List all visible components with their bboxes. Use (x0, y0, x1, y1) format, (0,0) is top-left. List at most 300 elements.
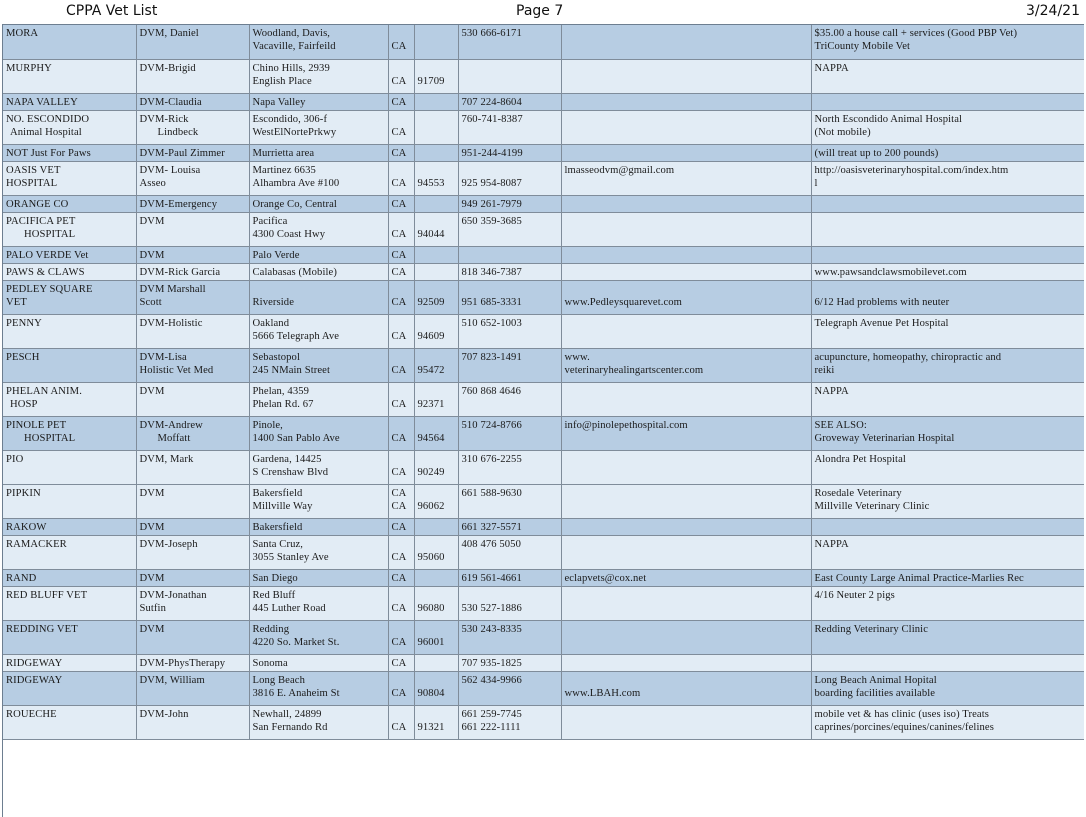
cell-line (418, 40, 456, 53)
vet-name-cell (3, 195, 136, 212)
notes-cell (811, 535, 1084, 569)
cell-line: info@pinolepethospital.com (564, 419, 688, 431)
notes-cell (811, 705, 1084, 739)
notes-cell (811, 620, 1084, 654)
cell-line: CA (391, 249, 407, 261)
cell-line (392, 27, 412, 40)
veterinarian-cell (136, 671, 249, 705)
vet-name-cell (3, 59, 136, 93)
cell-line: 6/12 Had problems with neuter (814, 296, 950, 308)
cell-line: Lindbeck (157, 126, 199, 138)
zip-cell (414, 382, 458, 416)
email-cell (561, 450, 811, 484)
email-cell (561, 212, 811, 246)
email-cell (561, 263, 811, 280)
notes-cell (811, 518, 1084, 535)
cell-line: PEDLEY SQUARE (6, 283, 93, 295)
state-cell (388, 569, 414, 586)
cell-line: Phelan, 4359 (252, 385, 310, 397)
cell-line: www.Pedleysquarevet.com (564, 296, 683, 308)
table-row (3, 314, 1084, 348)
vet-name-cell (3, 93, 136, 110)
cell-line: CA (391, 487, 407, 499)
cell-line: boarding facilities available (814, 687, 936, 699)
phone-cell (458, 263, 561, 280)
cell-line: Alhambra Ave #100 (252, 177, 340, 189)
vet-name-cell (3, 314, 136, 348)
zip-cell (414, 110, 458, 144)
cell-line: Pinole, (252, 419, 283, 431)
zip-cell (414, 416, 458, 450)
zip-cell (414, 535, 458, 569)
cell-line: CA (391, 147, 407, 159)
cell-line (392, 538, 412, 551)
cell-line: (will treat up to 200 pounds) (814, 147, 939, 159)
cell-line: DVM- Louisa (139, 164, 201, 176)
cell-line: 510 652-1003 (461, 317, 522, 329)
phone-cell (458, 671, 561, 705)
zip-cell (414, 263, 458, 280)
email-cell (561, 314, 811, 348)
cell-line: 707 823-1491 (461, 351, 522, 363)
state-cell (388, 263, 414, 280)
cell-line: 95060 (417, 551, 445, 563)
state-cell (388, 195, 414, 212)
cell-line: caprines/porcines/equines/canines/felines (814, 721, 994, 733)
cell-line: eclapvets@cox.net (564, 572, 647, 584)
cell-line: http://oasisveterinaryhospital.com/index.htm (814, 164, 1009, 176)
zip-cell (414, 705, 458, 739)
cell-line: PIPKIN (6, 487, 41, 499)
cell-line (418, 453, 456, 466)
notes-cell (811, 161, 1084, 195)
veterinarian-cell (136, 144, 249, 161)
veterinarian-cell (136, 450, 249, 484)
cell-line (418, 283, 456, 296)
veterinarian-cell (136, 59, 249, 93)
cell-line: Pacifica (252, 215, 288, 227)
cell-line: 96001 (417, 636, 445, 648)
table-row (3, 416, 1084, 450)
zip-cell (414, 246, 458, 263)
cell-line: Riverside (252, 296, 295, 308)
email-cell (561, 518, 811, 535)
cell-line: 760-741-8387 (461, 113, 523, 125)
address-cell (249, 569, 388, 586)
vet-name-cell (3, 280, 136, 314)
cell-line: CA (391, 636, 407, 648)
cell-line: mobile vet & has clinic (uses iso) Treats (814, 708, 989, 720)
cell-line: 925 954-8087 (461, 177, 522, 189)
state-cell (388, 671, 414, 705)
veterinarian-cell (136, 280, 249, 314)
state-cell (388, 348, 414, 382)
state-cell (388, 382, 414, 416)
cell-line: Martinez 6635 (252, 164, 316, 176)
email-cell (561, 671, 811, 705)
cell-line: DVM-John (139, 708, 189, 720)
veterinarian-cell (136, 110, 249, 144)
veterinarian-cell (136, 416, 249, 450)
cell-line (565, 589, 809, 602)
veterinarian-cell (136, 654, 249, 671)
cell-line: VET (6, 296, 27, 308)
email-cell (561, 25, 811, 59)
cell-line: DVM (139, 521, 165, 533)
cell-line (565, 249, 809, 262)
notes-cell (811, 348, 1084, 382)
cell-line: HOSPITAL (24, 432, 76, 444)
cell-line: Newhall, 24899 (252, 708, 322, 720)
veterinarian-cell (136, 246, 249, 263)
cell-line: 94609 (417, 330, 445, 342)
email-cell (561, 280, 811, 314)
cell-line: CA (391, 398, 407, 410)
cell-line: CA (391, 75, 407, 87)
cell-line: 1400 San Pablo Ave (252, 432, 340, 444)
phone-cell (458, 382, 561, 416)
address-cell (249, 705, 388, 739)
cell-line: CA (391, 126, 407, 138)
phone-cell (458, 586, 561, 620)
vet-name-cell (3, 212, 136, 246)
table-row (3, 195, 1084, 212)
cell-line: DVM-Holistic (139, 317, 203, 329)
address-cell (249, 450, 388, 484)
vet-name-cell (3, 569, 136, 586)
cell-line: North Escondido Animal Hospital (814, 113, 963, 125)
table-row (3, 705, 1084, 739)
cell-line (418, 126, 456, 139)
cell-line: San Diego (252, 572, 298, 584)
cell-line: CA (391, 721, 407, 733)
cell-line: 94553 (417, 177, 445, 189)
cell-line (418, 198, 456, 211)
cell-line (565, 674, 809, 687)
cell-line: CA (391, 177, 407, 189)
cell-line: Redding Veterinary Clinic (814, 623, 929, 635)
email-cell (561, 59, 811, 93)
cell-line (462, 283, 559, 296)
cell-line: PESCH (6, 351, 40, 363)
notes-cell (811, 246, 1084, 263)
veterinarian-cell (136, 586, 249, 620)
cell-line: PINOLE PET (6, 419, 67, 431)
table-row (3, 535, 1084, 569)
table-row (3, 246, 1084, 263)
cell-line: RIDGEWAY (6, 657, 63, 669)
cell-line: NAPA VALLEY (6, 96, 78, 108)
notes-cell (811, 314, 1084, 348)
veterinarian-cell (136, 569, 249, 586)
cell-line: Millville Way (252, 500, 313, 512)
cell-line: Long Beach Animal Hopital (814, 674, 937, 686)
cell-line (815, 657, 1085, 670)
zip-cell (414, 518, 458, 535)
vet-name-cell (3, 161, 136, 195)
vet-name-cell (3, 110, 136, 144)
cell-line: DVM-Brigid (139, 62, 196, 74)
email-cell (561, 161, 811, 195)
cell-line (418, 147, 456, 160)
cell-line: Bakersfield (252, 487, 303, 499)
document-title: CPPA Vet List (66, 3, 158, 19)
email-cell (561, 382, 811, 416)
phone-cell (458, 110, 561, 144)
cell-line: 91709 (417, 75, 445, 87)
address-cell (249, 25, 388, 59)
cell-line: NAPPA (814, 62, 849, 74)
cell-line: 760 868 4646 (461, 385, 521, 397)
table-row (3, 620, 1084, 654)
cell-line: DVM, William (139, 674, 205, 686)
veterinarian-cell (136, 535, 249, 569)
vet-name-cell (3, 535, 136, 569)
email-cell (561, 586, 811, 620)
table-row (3, 280, 1084, 314)
veterinarian-cell (136, 93, 249, 110)
notes-cell (811, 586, 1084, 620)
cell-line: 707 935-1825 (461, 657, 522, 669)
cell-line: CA (391, 551, 407, 563)
address-cell (249, 246, 388, 263)
cell-line: 90249 (417, 466, 445, 478)
zip-cell (414, 348, 458, 382)
phone-cell (458, 620, 561, 654)
cell-line: San Fernando Rd (252, 721, 328, 733)
vet-name-cell (3, 654, 136, 671)
phone-cell (458, 416, 561, 450)
cell-line: RAND (6, 572, 37, 584)
cell-line: Groveway Veterinarian Hospital (814, 432, 955, 444)
zip-cell (414, 620, 458, 654)
address-cell (249, 586, 388, 620)
email-cell (561, 620, 811, 654)
zip-cell (414, 212, 458, 246)
address-cell (249, 212, 388, 246)
cell-line: NAPPA (814, 538, 849, 550)
cell-line: RAKOW (6, 521, 47, 533)
veterinarian-cell (136, 195, 249, 212)
table-row (3, 144, 1084, 161)
cell-line: CA (391, 572, 407, 584)
cell-line: Holistic Vet Med (139, 364, 214, 376)
phone-cell (458, 93, 561, 110)
cell-line: l (814, 177, 818, 189)
cell-line (565, 198, 809, 211)
cell-line: CA (391, 466, 407, 478)
cell-line: DVM Marshall (139, 283, 206, 295)
phone-cell (458, 535, 561, 569)
notes-cell (811, 671, 1084, 705)
vet-name-cell (3, 484, 136, 518)
cell-line: 3816 E. Anaheim St (252, 687, 340, 699)
cell-line: 510 724-8766 (461, 419, 522, 431)
cell-line: HOSPITAL (6, 177, 58, 189)
notes-cell (811, 654, 1084, 671)
cell-line: 661 327-5571 (461, 521, 522, 533)
notes-cell (811, 59, 1084, 93)
state-cell (388, 654, 414, 671)
cell-line: Woodland, Davis, (252, 28, 331, 39)
cell-line: 661 222-1111 (461, 721, 521, 733)
cell-line: Sebastopol (252, 351, 300, 363)
email-cell (561, 484, 811, 518)
cell-line (418, 317, 456, 330)
phone-cell (458, 280, 561, 314)
cell-line: NOT Just For Paws (6, 147, 91, 159)
zip-cell (414, 161, 458, 195)
address-cell (249, 535, 388, 569)
zip-cell (414, 25, 458, 59)
address-cell (249, 620, 388, 654)
address-cell (249, 195, 388, 212)
cell-line: 530 527-1886 (461, 602, 522, 614)
cell-line: Alondra Pet Hospital (814, 453, 906, 465)
table-row (3, 654, 1084, 671)
cell-line: Phelan Rd. 67 (252, 398, 314, 410)
vet-name-cell (3, 671, 136, 705)
phone-cell (458, 195, 561, 212)
cell-line: Chino Hills, 2939 (252, 62, 330, 74)
cell-line (565, 623, 809, 636)
cell-line: 3055 Stanley Ave (252, 551, 329, 563)
cell-line: PIO (6, 453, 24, 465)
cell-line: www.pawsandclawsmobilevet.com (814, 266, 967, 278)
cell-line: DVM-PhysTherapy (139, 657, 226, 669)
cell-line (392, 215, 412, 228)
cell-line: Animal Hospital (10, 126, 82, 138)
notes-cell (811, 25, 1084, 59)
phone-cell (458, 348, 561, 382)
cell-line: MURPHY (6, 62, 52, 74)
notes-cell (811, 110, 1084, 144)
cell-line: PHELAN ANIM. (6, 385, 82, 397)
address-cell (249, 110, 388, 144)
table-row (3, 484, 1084, 518)
notes-cell (811, 382, 1084, 416)
cell-line (565, 657, 809, 670)
zip-cell (414, 586, 458, 620)
email-cell (561, 705, 811, 739)
cell-line (418, 62, 456, 75)
cell-line: CA (391, 521, 407, 533)
address-cell (249, 263, 388, 280)
phone-cell (458, 144, 561, 161)
cell-line (392, 674, 412, 687)
cell-line (392, 164, 412, 177)
cell-line: 96062 (417, 500, 445, 512)
address-cell (249, 280, 388, 314)
cell-line: 94044 (417, 228, 445, 240)
cell-line (565, 266, 809, 279)
cell-line: 951-244-4199 (461, 147, 523, 159)
cell-line: RIDGEWAY (6, 674, 63, 686)
cell-line: Escondido, 306-f (252, 113, 328, 125)
cell-line (418, 351, 456, 364)
email-cell (561, 569, 811, 586)
cell-line: DVM (139, 623, 165, 635)
state-cell (388, 246, 414, 263)
cell-line (418, 538, 456, 551)
cell-line (462, 62, 559, 75)
cell-line: 408 476 5050 (461, 538, 521, 550)
cell-line: MORA (6, 28, 39, 39)
cell-line: WestElNortePrkwy (252, 126, 337, 138)
cell-line: Sutfin (139, 602, 166, 614)
cell-line: Palo Verde (252, 249, 300, 261)
cell-line: DVM (139, 215, 165, 227)
cell-line: www. (564, 351, 590, 363)
table-row (3, 382, 1084, 416)
cell-line: CA (391, 96, 407, 108)
cell-line: Long Beach (252, 674, 305, 686)
cell-line: DVM-Rick (139, 113, 189, 125)
cell-line (462, 589, 559, 602)
cell-line: CA (391, 364, 407, 376)
cell-line (565, 62, 809, 75)
cell-line (392, 113, 412, 126)
vet-name-cell (3, 246, 136, 263)
cell-line: CA (391, 602, 407, 614)
cell-line: DVM-Jonathan (139, 589, 207, 601)
cell-line: CA (391, 41, 407, 52)
address-cell (249, 484, 388, 518)
cell-line: 949 261-7979 (461, 198, 522, 210)
cell-line: PACIFICA PET (6, 215, 76, 227)
email-cell (561, 144, 811, 161)
veterinarian-cell (136, 382, 249, 416)
table-row (3, 348, 1084, 382)
cell-line: DVM-Lisa (139, 351, 187, 363)
notes-cell (811, 569, 1084, 586)
cell-line: CA (391, 687, 407, 699)
table-row (3, 161, 1084, 195)
cell-line: S Crenshaw Blvd (252, 466, 329, 478)
cell-line: 92509 (417, 296, 445, 308)
cell-line (565, 708, 809, 721)
cell-line: lmasseodvm@gmail.com (564, 164, 675, 176)
zip-cell (414, 280, 458, 314)
page-number: Page 7 (516, 3, 564, 19)
state-cell (388, 161, 414, 195)
cell-line (565, 27, 809, 40)
cell-line: 90804 (417, 687, 445, 699)
cell-line: DVM (139, 385, 165, 397)
table-row (3, 110, 1084, 144)
cell-line (565, 113, 809, 126)
cell-line (565, 487, 809, 500)
state-cell (388, 416, 414, 450)
cell-line: 661 259-7745 (461, 708, 522, 720)
cell-line: (Not mobile) (814, 126, 871, 138)
address-cell (249, 314, 388, 348)
notes-cell (811, 416, 1084, 450)
cell-line (565, 453, 809, 466)
cell-line (565, 385, 809, 398)
cell-line: 310 676-2255 (461, 453, 522, 465)
cell-line: $35.00 a house call + services (Good PBP Vet) (814, 28, 1018, 39)
vet-name-cell (3, 450, 136, 484)
cell-line: DVM-Andrew (139, 419, 203, 431)
veterinarian-cell (136, 314, 249, 348)
cell-line (418, 708, 456, 721)
cell-line: English Place (252, 75, 312, 87)
cell-line (815, 249, 1085, 262)
state-cell (388, 518, 414, 535)
vet-name-cell (3, 348, 136, 382)
cell-line (253, 283, 386, 296)
